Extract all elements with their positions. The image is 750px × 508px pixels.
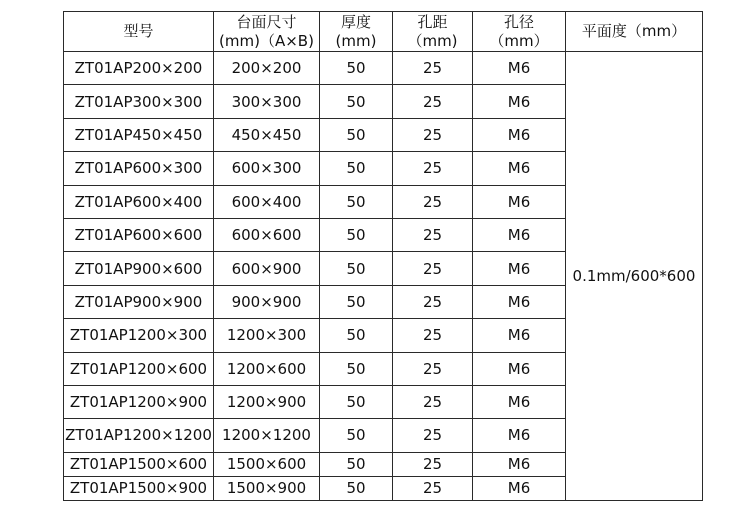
thickness-cell: 50 bbox=[320, 118, 393, 151]
pitch-cell: 25 bbox=[393, 218, 473, 251]
size-cell: 600×400 bbox=[214, 185, 320, 218]
pitch-cell: 25 bbox=[393, 352, 473, 385]
thickness-cell: 50 bbox=[320, 52, 393, 85]
thickness-cell: 50 bbox=[320, 352, 393, 385]
header-flatness: 平面度（mm） bbox=[566, 12, 703, 52]
thickness-cell: 50 bbox=[320, 218, 393, 251]
model-cell: ZT01AP1500×600 bbox=[64, 452, 214, 476]
model-cell: ZT01AP1200×300 bbox=[64, 319, 214, 352]
thickness-cell: 50 bbox=[320, 152, 393, 185]
pitch-cell: 25 bbox=[393, 185, 473, 218]
diameter-cell: M6 bbox=[473, 85, 566, 118]
pitch-cell: 25 bbox=[393, 85, 473, 118]
diameter-cell: M6 bbox=[473, 319, 566, 352]
pitch-cell: 25 bbox=[393, 452, 473, 476]
header-table-size: 台面尺寸 (mm)（A×B) bbox=[214, 12, 320, 52]
size-cell: 1200×1200 bbox=[214, 419, 320, 452]
size-cell: 900×900 bbox=[214, 285, 320, 318]
model-cell: ZT01AP900×600 bbox=[64, 252, 214, 285]
diameter-cell: M6 bbox=[473, 218, 566, 251]
thickness-cell: 50 bbox=[320, 476, 393, 500]
flatness-cell: 0.1mm/600*600 bbox=[566, 52, 703, 501]
diameter-cell: M6 bbox=[473, 419, 566, 452]
header-thickness: 厚度 (mm) bbox=[320, 12, 393, 52]
model-cell: ZT01AP600×600 bbox=[64, 218, 214, 251]
thickness-cell: 50 bbox=[320, 185, 393, 218]
spec-table bbox=[63, 11, 703, 501]
size-cell: 200×200 bbox=[214, 52, 320, 85]
size-cell: 1200×900 bbox=[214, 385, 320, 418]
thickness-cell: 50 bbox=[320, 85, 393, 118]
size-cell: 600×900 bbox=[214, 252, 320, 285]
diameter-cell: M6 bbox=[473, 352, 566, 385]
thickness-cell: 50 bbox=[320, 285, 393, 318]
pitch-cell: 25 bbox=[393, 118, 473, 151]
model-cell: ZT01AP1200×1200 bbox=[64, 419, 214, 452]
model-cell: ZT01AP450×450 bbox=[64, 118, 214, 151]
diameter-cell: M6 bbox=[473, 285, 566, 318]
header-row bbox=[64, 12, 703, 52]
model-cell: ZT01AP600×300 bbox=[64, 152, 214, 185]
thickness-cell: 50 bbox=[320, 419, 393, 452]
pitch-cell: 25 bbox=[393, 52, 473, 85]
size-cell: 1200×600 bbox=[214, 352, 320, 385]
diameter-cell: M6 bbox=[473, 252, 566, 285]
size-cell: 300×300 bbox=[214, 85, 320, 118]
table-row bbox=[64, 52, 703, 85]
model-cell: ZT01AP200×200 bbox=[64, 52, 214, 85]
thickness-cell: 50 bbox=[320, 385, 393, 418]
thickness-cell: 50 bbox=[320, 319, 393, 352]
pitch-cell: 25 bbox=[393, 476, 473, 500]
diameter-cell: M6 bbox=[473, 476, 566, 500]
model-cell: ZT01AP1200×600 bbox=[64, 352, 214, 385]
size-cell: 1500×600 bbox=[214, 452, 320, 476]
pitch-cell: 25 bbox=[393, 419, 473, 452]
model-cell: ZT01AP300×300 bbox=[64, 85, 214, 118]
diameter-cell: M6 bbox=[473, 385, 566, 418]
pitch-cell: 25 bbox=[393, 252, 473, 285]
size-cell: 1500×900 bbox=[214, 476, 320, 500]
model-cell: ZT01AP1200×900 bbox=[64, 385, 214, 418]
size-cell: 600×600 bbox=[214, 218, 320, 251]
header-hole-pitch: 孔距 （mm) bbox=[393, 12, 473, 52]
model-cell: ZT01AP900×900 bbox=[64, 285, 214, 318]
pitch-cell: 25 bbox=[393, 152, 473, 185]
diameter-cell: M6 bbox=[473, 452, 566, 476]
model-cell: ZT01AP600×400 bbox=[64, 185, 214, 218]
pitch-cell: 25 bbox=[393, 285, 473, 318]
model-cell: ZT01AP1500×900 bbox=[64, 476, 214, 500]
size-cell: 1200×300 bbox=[214, 319, 320, 352]
diameter-cell: M6 bbox=[473, 152, 566, 185]
diameter-cell: M6 bbox=[473, 118, 566, 151]
size-cell: 450×450 bbox=[214, 118, 320, 151]
diameter-cell: M6 bbox=[473, 52, 566, 85]
pitch-cell: 25 bbox=[393, 319, 473, 352]
thickness-cell: 50 bbox=[320, 452, 393, 476]
pitch-cell: 25 bbox=[393, 385, 473, 418]
thickness-cell: 50 bbox=[320, 252, 393, 285]
size-cell: 600×300 bbox=[214, 152, 320, 185]
diameter-cell: M6 bbox=[473, 185, 566, 218]
header-model: 型号 bbox=[64, 12, 214, 52]
header-hole-diameter: 孔径 （mm） bbox=[473, 12, 566, 52]
